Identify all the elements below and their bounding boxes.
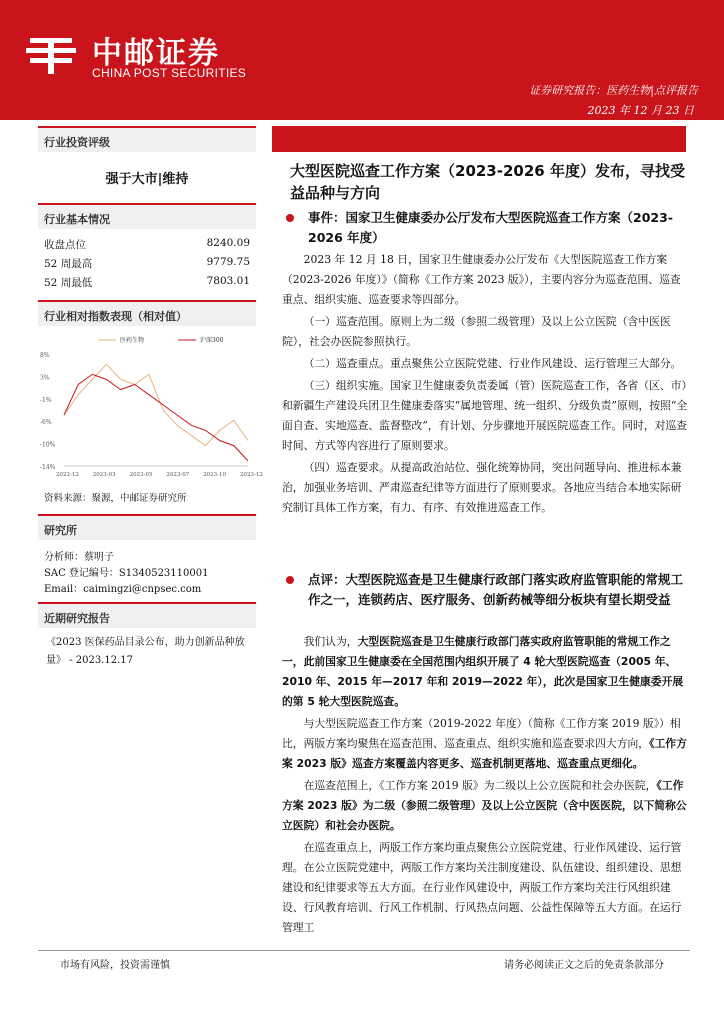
paragraph: 我们认为，大型医院巡查是卫生健康行政部门落实政府监管职能的常规工作之一，此前国家卫生健康委在全国范围内组织开展了 4 轮大型医院巡查（2005 年、2010 年、2015 年—2017 年和 2019—2022 年），此次是国家卫生健康委开展的第 5 轮大型医院巡查。 <box>282 635 684 708</box>
x-tick-label: 2023-10 <box>203 472 227 478</box>
basic-row: 52 周最高 9779.75 <box>44 256 250 270</box>
industry-rating: 强于大市|维持 <box>105 172 189 187</box>
series-line <box>64 364 248 445</box>
x-tick-label: 2022-12 <box>56 472 79 478</box>
bullet-icon <box>286 214 294 222</box>
legend-label: 医药生物 <box>120 337 145 344</box>
recent-report-link[interactable]: 《2023 医保药品目录公布，助力创新品种放量》 - 2023.12.17 <box>46 637 245 666</box>
comment-paragraphs <box>282 632 690 940</box>
bullet-icon <box>286 576 294 584</box>
y-tick-label: -6% <box>40 419 52 427</box>
paragraph: （三）组织实施。国家卫生健康委负责委属（管）医院巡查工作，各省（区、市）和新疆生产建设兵团卫生健康委落实“属地管理、统一组织、分级负责”原则，按照“全面自查、实地巡查、监督整改”，有计划、分步骤地开展医院巡查工作。同时，对巡查时间、方式等内容进行了原则要求。 <box>282 379 688 452</box>
performance-heading: 行业相对指数表现（相对值） <box>38 300 256 326</box>
china-post-logo-icon <box>22 30 80 78</box>
x-tick-label: 2023-12 <box>240 472 263 478</box>
event-paragraphs <box>282 250 690 520</box>
paragraph: 在巡查重点上，两版工作方案均重点聚焦公立医院党建、行业作风建设、运行管理。在公立医院党建中，两版工作方案均关注制度建设、队伍建设、组织建设、思想建设和纪律要求等五大方面。在行业作风建设中，两版工作方案均关注行风组织建设、行风教育培训、行风工作机制、行风热点问题、公益性保障等五大方面。在运行管理工 <box>282 841 682 934</box>
brand-name-en: CHINA POST SECURITIES <box>92 66 247 80</box>
sidebar <box>38 126 263 676</box>
basic-row: 52 周最低 7803.01 <box>44 275 250 289</box>
analyst-name: 分析师：蔡明子 <box>44 552 114 563</box>
y-tick-label: -10% <box>40 441 56 449</box>
basic-row: 收盘点位 8240.09 <box>44 237 250 251</box>
x-tick-label: 2023-03 <box>92 472 116 478</box>
rating-heading: 行业投资评级 <box>38 126 256 152</box>
footer-risk: 市场有风险，投资需谨慎 <box>60 960 170 971</box>
chart-source: 资料来源：聚源，中邮证券研究所 <box>44 493 187 504</box>
report-title: 大型医院巡查工作方案（2023-2026 年度）发布，寻找受益品种与方向 <box>290 162 685 202</box>
relative-performance-chart <box>38 326 263 486</box>
paragraph: 2023 年 12 月 18 日，国家卫生健康委办公厅发布《大型医院巡查工作方案（2023-2026 年度）》（简称《工作方案 2023 版》），主要内容分为巡查范围、巡查重点、组织实施、巡查要求等四部分。 <box>282 253 681 306</box>
paragraph: 与大型医院巡查工作方案（2019-2022 年度）（简称《工作方案 2019 版》）相比，两版方案均聚焦在巡查范围、巡查重点、组织实施和巡查要求四大方向，《工作方案 2023 版》巡查方案覆盖内容更多、巡查机制更落地、巡查重点更细化。 <box>282 717 687 770</box>
x-tick-label: 2023-05 <box>129 472 153 478</box>
report-type: 证券研究报告：医药生物|点评报告 <box>529 84 698 97</box>
legend-label: 沪深300 <box>200 337 224 344</box>
series-line <box>64 374 248 461</box>
page-header <box>0 0 724 120</box>
analyst-sac: SAC 登记编号：S1340523110001 <box>44 568 209 579</box>
y-tick-label: 8% <box>40 352 50 359</box>
comment-heading: 点评：大型医院巡查是卫生健康行政部门落实政府监管职能的常规工作之一，连锁药店、医疗服务、创新药械等细分板块有望长期受益 <box>280 570 690 610</box>
y-tick-label: 3% <box>40 374 50 382</box>
recent-reports-heading: 近期研究报告 <box>38 602 256 628</box>
paragraph: 在巡查范围上，《工作方案 2019 版》为二级以上公立医院和社会办医院，《工作方案 2023 版》为二级（参照二级管理）及以上公立医院（含中医医院，以下简称公立医院）和社会办医院。 <box>282 779 687 832</box>
analyst-email[interactable]: Email：caimingzi@cnpsec.com <box>44 584 202 595</box>
paragraph: （一）巡查范围。原则上为二级（参照二级管理）及以上公立医院（含中医医院），社会办医院参照执行。 <box>282 315 671 348</box>
paragraph: （四）巡查要求。从提高政治站位、强化统筹协同，突出问题导向、推进标本兼治，加强业务培训、严肃巡查纪律等方面进行了原则要求。各地应当结合本地实际研究制订具体工作方案，有力、有序、有效推进巡查工作。 <box>282 461 682 514</box>
basic-info-heading: 行业基本情况 <box>38 203 256 229</box>
report-date: 2023 年 12 月 23 日 <box>587 104 694 117</box>
content-top-bar <box>272 126 686 152</box>
y-tick-label: -1% <box>40 396 52 404</box>
footer-disclaimer: 请务必阅读正文之后的免责条款部分 <box>504 960 664 971</box>
paragraph: （二）巡查重点。重点聚焦公立医院党建、行业作风建设、运行管理三大部分。 <box>303 357 682 370</box>
y-tick-label: -14% <box>40 464 56 471</box>
event-heading: 事件：国家卫生健康委办公厅发布大型医院巡查工作方案（2023-2026 年度） <box>280 208 690 248</box>
research-heading: 研究所 <box>38 514 256 540</box>
footer-divider <box>38 950 690 951</box>
brand-name-cn: 中邮证券 <box>92 36 220 71</box>
chart-svg <box>38 326 263 486</box>
x-tick-label: 2023-07 <box>166 472 190 478</box>
